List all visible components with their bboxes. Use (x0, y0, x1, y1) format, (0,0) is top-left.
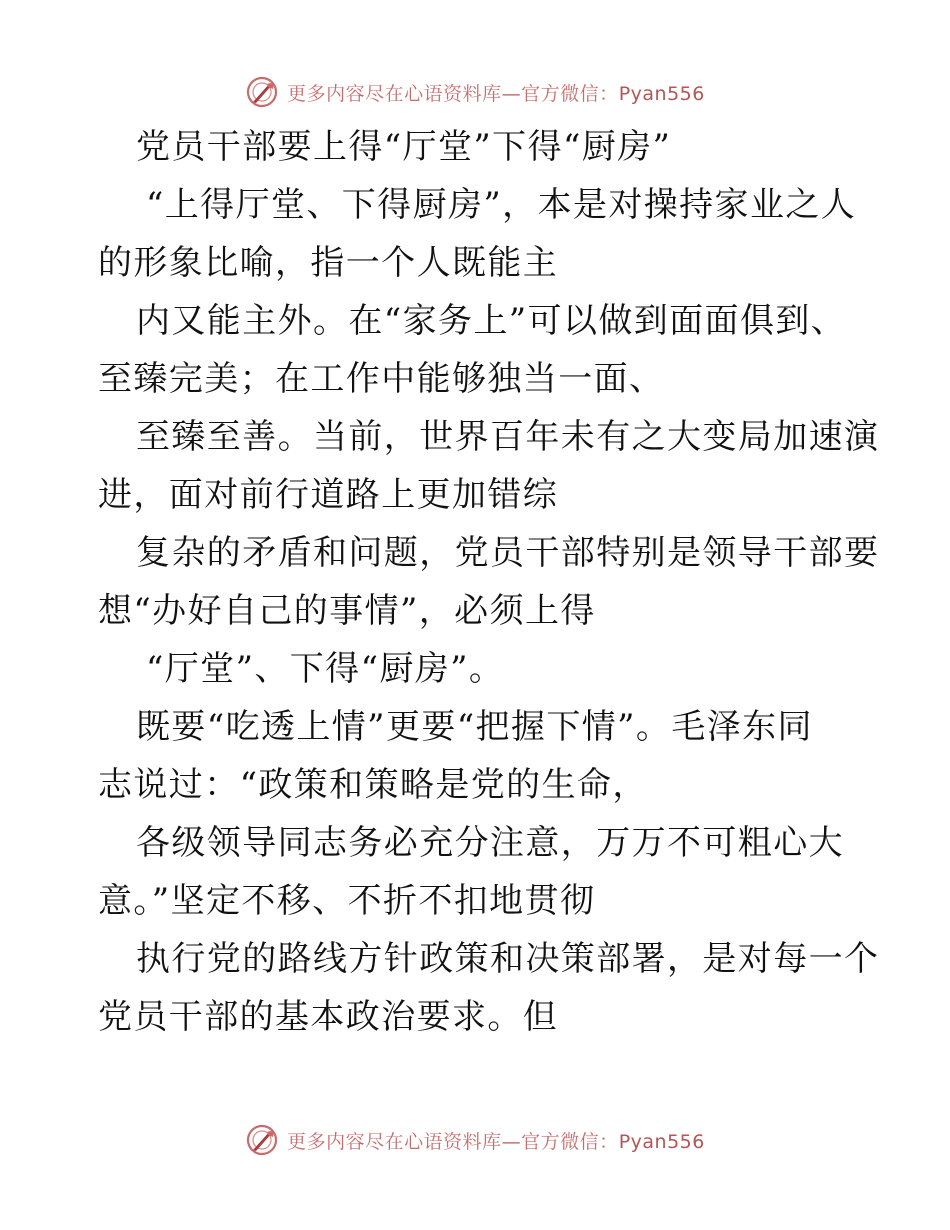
text-line: “厅堂”、下得“厨房”。 (146, 649, 505, 689)
text-line: “上得厅堂、下得厨房”，本是对操持家业之人 (146, 185, 857, 225)
text-line: 意。”坚定不移、不折不扣地贯彻 (98, 881, 596, 921)
text-line: 各级领导同志务必充分注意，万万不可粗心大 (136, 823, 844, 863)
text-line: 至臻至善。当前，世界百年未有之大变局加速演 (136, 417, 880, 457)
document-body (98, 118, 880, 1046)
text-line: 的形象比喻，指一个人既能主 (98, 243, 559, 283)
text-line: 志说过：“政策和策略是党的生命， (98, 765, 648, 805)
text-line: 内又能主外。在“家务上”可以做到面面俱到、 (136, 301, 847, 341)
feather-pen-icon (245, 75, 279, 109)
feather-pen-icon (245, 1123, 279, 1157)
text-line: 执行党的路线方针政策和决策部署，是对每一个 (136, 939, 880, 979)
text-line: 既要“吃透上情”更要“把握下情”。毛泽东同 (136, 707, 813, 747)
text-line: 进，面对前行道路上更加错综 (98, 475, 559, 515)
text-line: 党员干部的基本政治要求。但 (98, 997, 559, 1037)
watermark-text: 更多内容尽在心语资料库—官方微信：Pyan556 (287, 82, 705, 105)
footer-watermark (0, 1118, 950, 1162)
watermark-text: 更多内容尽在心语资料库—官方微信：Pyan556 (287, 1130, 705, 1153)
text-line: 复杂的矛盾和问题，党员干部特别是领导干部要 (136, 533, 880, 573)
text-line: 至臻完美；在工作中能够独当一面、 (98, 359, 665, 399)
heading-line: 党员干部要上得“厅堂”下得“厨房” (136, 127, 672, 167)
header-watermark (0, 70, 950, 114)
text-line: 想“办好自己的事情”，必须上得 (98, 591, 596, 631)
